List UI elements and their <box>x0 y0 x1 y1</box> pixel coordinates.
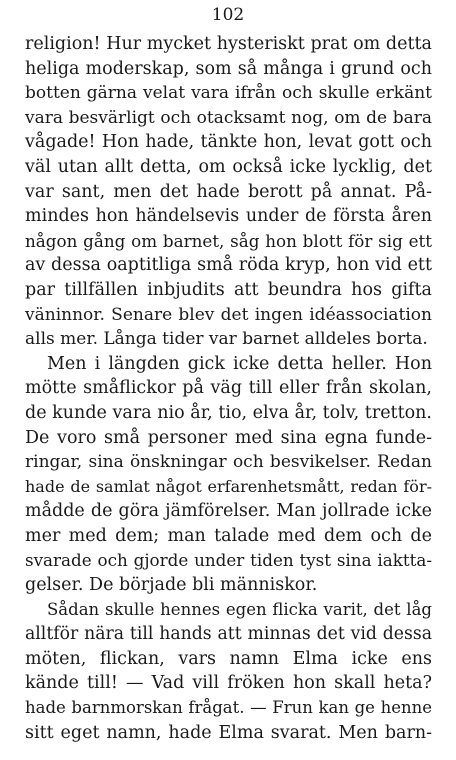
text-line: hade de samlat något erfarenhetsmått, redan för- <box>25 476 432 496</box>
text-line: av dessa oaptitliga små röda kryp, hon vid ett <box>25 255 432 276</box>
text-line: någon gång om barnet, såg hon blott för sig ett <box>25 230 432 251</box>
text-line: mindes hon händelsevis under de första åren <box>25 206 432 227</box>
text-line: par tillfällen inbjudits att beundra hos gifta <box>25 279 432 300</box>
body-text <box>25 32 432 745</box>
text-line: mötte småflickor på väg till eller från skolan, <box>25 378 432 399</box>
text-line: De voro små personer med sina egna funde- <box>25 427 432 448</box>
text-line: alls mer. Långa tider var barnet alldeles borta. <box>25 329 428 350</box>
paragraph-2 <box>25 352 432 598</box>
text-line: religion! Hur mycket hysteriskt prat om detta <box>25 34 432 54</box>
page-number: 102 <box>211 5 245 25</box>
text-line: mådde de göra jämförelser. Man jollrade icke <box>25 501 432 522</box>
text-line: svarade och gjorde under tiden tyst sina iaktta- <box>25 550 432 571</box>
text-line: vara besvärligt och otacksamt nog, om de bara <box>25 107 432 128</box>
text-line: hade barnmorskan frågat. — Frun kan ge henne <box>25 698 432 718</box>
text-line: Men i längden gick icke detta heller. Hon <box>47 353 432 374</box>
text-line: heliga moderskap, som så många i grund och <box>25 58 432 79</box>
text-line: vågade! Hon hade, tänkte hon, levat gott och <box>25 132 432 153</box>
text-line: väl utan allt detta, om också icke lycklig, det <box>25 156 432 177</box>
text-line: var sant, men det hade berott på annat. På- <box>25 181 432 202</box>
paragraph-3 <box>25 598 432 746</box>
paragraph-1 <box>25 32 432 352</box>
text-line: kände till! — Vad vill fröken hon skall heta? <box>25 673 432 694</box>
text-line: sitt eget namn, hade Elma svarat. Men barn- <box>25 722 432 743</box>
text-line: mer med dem; man talade med dem och de <box>25 525 432 546</box>
text-line: väninnor. Senare blev det ingen idéassociation <box>25 304 432 325</box>
text-line: Sådan skulle hennes egen flicka varit, det låg <box>47 599 432 619</box>
text-line: ringar, sina önskningar och besvikelser. Redan <box>25 452 432 473</box>
text-line: möten, flickan, vars namn Elma icke ens <box>25 648 432 669</box>
text-line: alltför nära till hands att minnas det vid dessa <box>25 624 432 645</box>
text-line: gelser. De började bli människor. <box>25 575 318 596</box>
text-line: de kunde vara nio år, tio, elva år, tolv, tretton. <box>25 402 432 423</box>
text-line: botten gärna velat vara ifrån och skulle erkänt <box>25 83 432 104</box>
